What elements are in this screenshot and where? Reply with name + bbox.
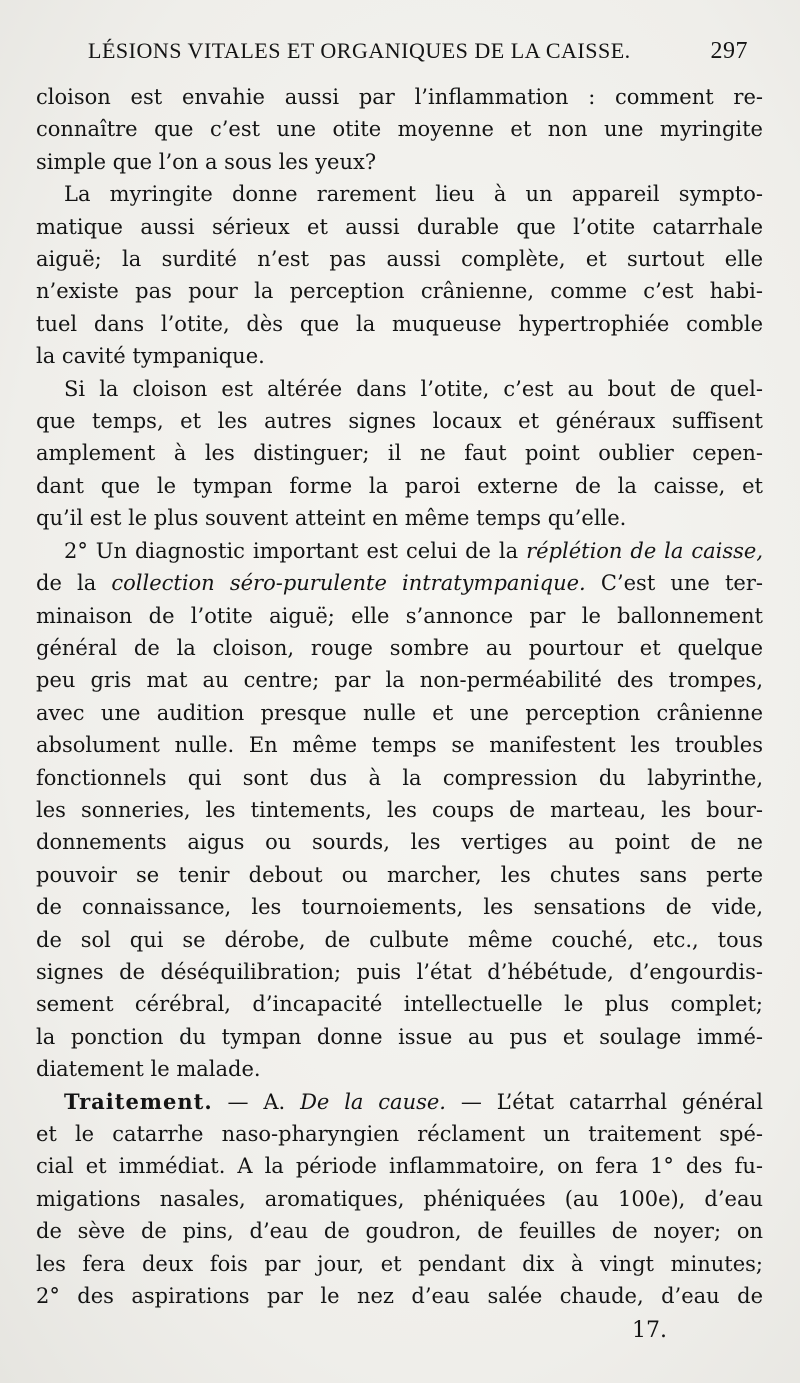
text-line: simple que l’on a sous les yeux? (36, 149, 377, 174)
text-line (36, 535, 763, 567)
text-line: cloison est envahie aussi par l’inflammation : comment re- (36, 85, 763, 109)
text-run: de la (36, 571, 112, 596)
signature-mark: 17. (632, 1318, 667, 1343)
text-line: pouvoir se tenir debout ou marcher, les chutes sans perte (36, 862, 763, 887)
text-line: amplement à les distinguer; il ne faut point oublier cepen- (36, 441, 763, 466)
paragraph-3 (36, 373, 763, 535)
paragraph-1 (36, 81, 763, 178)
text-run: C’est une ter- (585, 571, 763, 596)
text-line: dant que le tympan forme la paroi externe de la caisse, et (36, 473, 763, 498)
text-line: de sol qui se dérobe, de culbute même couché, etc., tous (36, 927, 763, 952)
text-line: fonctionnels qui sont dus à la compression du labyrinthe, (36, 765, 763, 790)
text-line: donnements aigus ou sourds, les vertiges au point de ne (36, 830, 763, 855)
text-line: n’existe pas pour la perception crânienne, comme c’est habi- (36, 279, 763, 304)
text-line (36, 1086, 763, 1118)
text-line: tuel dans l’otite, dès que la muqueuse hypertrophiée comble (36, 311, 763, 336)
text-line: et le catarrhe naso-pharyngien réclament un traitement spé- (36, 1122, 763, 1146)
text-run: 2° Un diagnostic important est celui de la (64, 538, 527, 563)
text-line: de connaissance, les tournoiements, les sensations de vide, (36, 895, 763, 920)
page-number: 297 (710, 38, 748, 64)
text-line: sement cérébral, d’incapacité intellectuelle le plus complet; (36, 992, 763, 1017)
text-line: les fera deux fois par jour, et pendant dix à vingt minutes; (36, 1251, 763, 1276)
italic-run: réplétion de la caisse, (526, 538, 764, 563)
text-line (36, 567, 763, 599)
body-text (36, 81, 763, 1312)
italic-run: collection séro-purulente intratympanique. (111, 571, 586, 596)
text-line: minaison de l’otite aiguë; elle s’annonce par le ballonnement (36, 603, 763, 628)
text-line: avec une audition presque nulle et une perception crânienne (36, 700, 763, 725)
text-run: — L’état catarrhal général (445, 1089, 763, 1114)
section-heading: Traitement. (64, 1088, 213, 1114)
text-line: cial et immédiat. A la période inflammatoire, on fera 1° des fu- (36, 1154, 763, 1179)
text-line: aiguë; la surdité n’est pas aussi complète, et surtout elle (36, 247, 763, 272)
paragraph-5 (36, 1086, 763, 1313)
text-line: 2° des aspirations par le nez d’eau salée chaude, d’eau de (36, 1284, 763, 1309)
paragraph-4 (36, 535, 763, 1086)
text-line: Si la cloison est altérée dans l’otite, c’est au bout de quel- (64, 376, 763, 401)
text-line: peu gris mat au centre; par la non-perméabilité des trompes, (36, 668, 763, 693)
italic-run: De la cause. (300, 1089, 446, 1114)
text-line: la ponction du tympan donne issue au pus et soulage immé- (36, 1024, 763, 1049)
text-line: absolument nulle. En même temps se manifestent les troubles (36, 733, 763, 758)
text-line: diatement le malade. (36, 1057, 261, 1082)
text-line: de sève de pins, d’eau de goudron, de feuilles de noyer; on (36, 1219, 763, 1244)
text-line: La myringite donne rarement lieu à un appareil sympto- (64, 182, 763, 207)
text-line: matique aussi sérieux et aussi durable que l’otite catarrhale (36, 214, 763, 239)
text-line: la cavité tympanique. (36, 344, 265, 369)
paragraph-2 (36, 178, 763, 372)
text-line: connaître que c’est une otite moyenne et non une myringite (36, 117, 763, 142)
text-line: général de la cloison, rouge sombre au pourtour et quelque (36, 635, 763, 660)
text-line: que temps, et les autres signes locaux et généraux suffisent (36, 409, 763, 434)
running-title: LÉSIONS VITALES ET ORGANIQUES DE LA CAISSE. (88, 38, 631, 63)
text-line: les sonneries, les tintements, les coups de marteau, les bour- (36, 797, 763, 822)
text-line: signes de déséquilibration; puis l’état d’hébétude, d’engourdis- (36, 959, 763, 984)
text-line: migations nasales, aromatiques, phéniquées (au 100e), d’eau (36, 1186, 763, 1211)
text-line: qu’il est le plus souvent atteint en même temps qu’elle. (36, 506, 627, 531)
text-run: — A. (212, 1089, 301, 1114)
